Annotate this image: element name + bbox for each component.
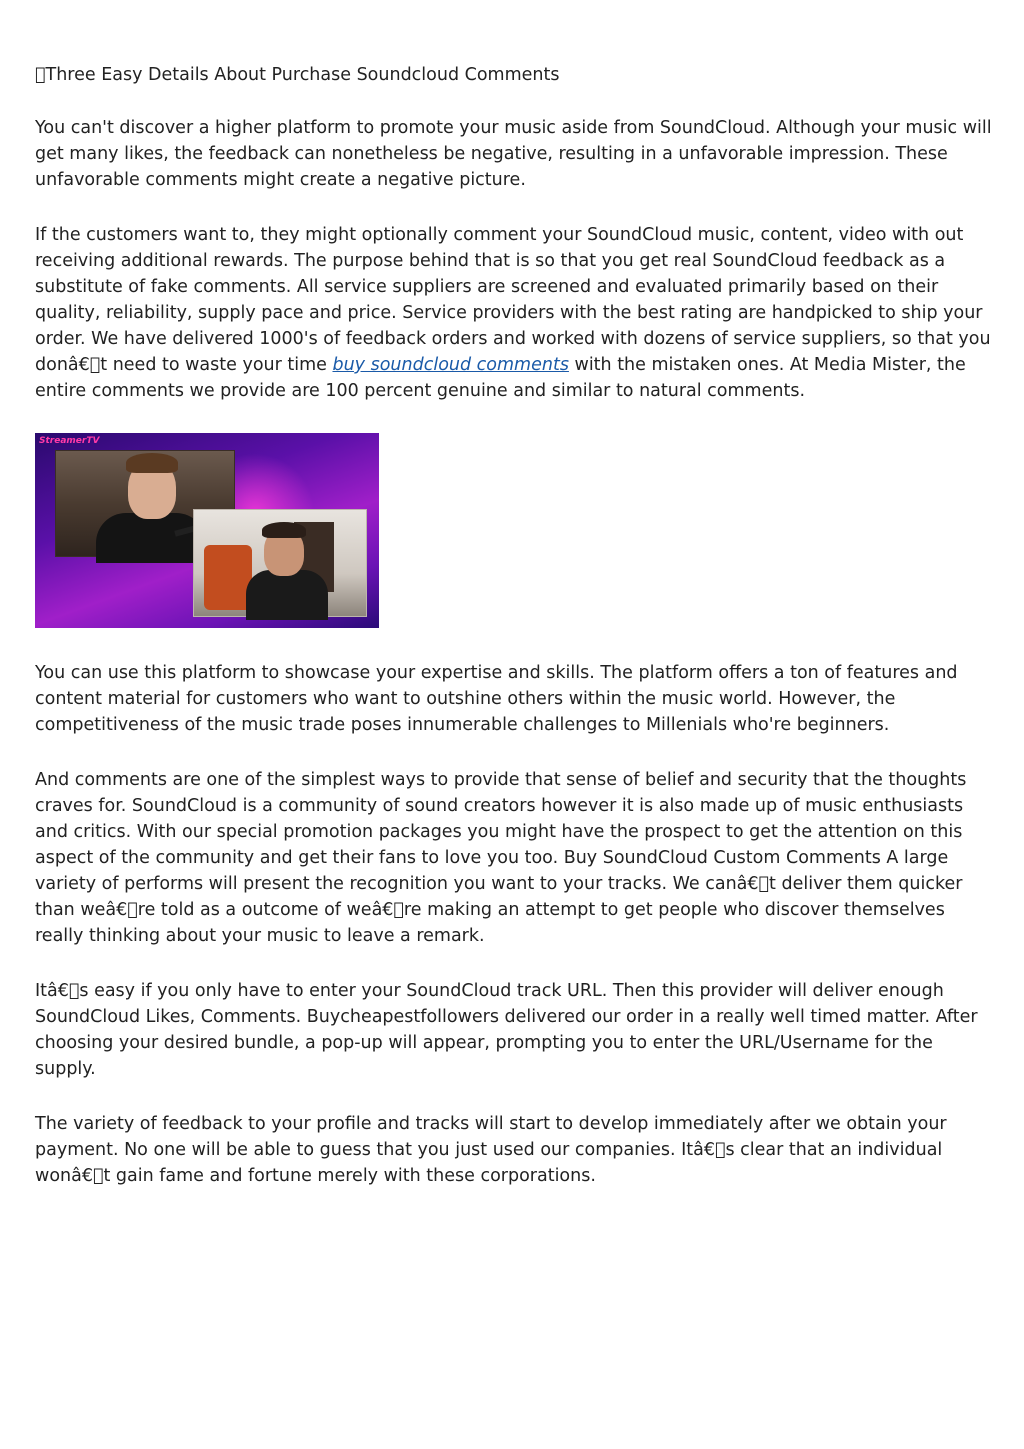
person-left-hair — [126, 453, 178, 473]
webcam-right — [193, 509, 367, 617]
paragraph-2-after: with the mistaken ones. At Media Mister, the entire comments we provide are 100 percent genuine and similar to natural comments. — [35, 355, 966, 401]
paragraph-1: You can't discover a higher platform to promote your music aside from SoundCloud. Although your music will get many likes, the feedback can nonetheless be negative, resulting in a unfavorable impression. These unfavorable comments might create a negative picture. — [35, 118, 992, 190]
paragraph-6: The variety of feedback to your profile and tracks will start to develop immediately after we obtain your payment. No one will be able to guess that you just used our companies. Itâ€ s clear that an individual wonâ€ t gain fame and fortune merely with these corporations. — [35, 1114, 947, 1186]
person-right-hair — [262, 522, 306, 538]
image-logo: StreamerTV — [39, 436, 100, 446]
paragraph-5: Itâ€ s easy if you only have to enter your SoundCloud track URL. Then this provider will deliver enough SoundCloud Likes, Comments. Buycheapestfollowers delivered our order in a really well timed matter. After choosing your desired bundle, a pop-up will appear, prompting you to enter the URL/Username for the supply. — [35, 981, 978, 1079]
buy-soundcloud-comments-link[interactable]: buy soundcloud comments — [332, 355, 569, 375]
gaming-chair — [204, 545, 252, 610]
paragraph-2-before: If the customers want to, they might optionally comment your SoundCloud music, content, video with out receiving additional rewards. The purpose behind that is so that you get real SoundCloud feedback as a substitute of fake comments. All service suppliers are screened and evaluated primarily based on their quality, reliability, supply pace and price. Service providers with the best rating are handpicked to ship your order. We have delivered 1000's of feedback orders and worked with dozens of service suppliers, so that you donâ€ t need to waste your time — [35, 225, 991, 375]
person-right-body — [246, 570, 328, 620]
paragraph-2 — [35, 222, 995, 404]
paragraph-3: You can use this platform to showcase your expertise and skills. The platform offers a ton of features and content material for customers who want to outshine others within the music world. However, the competitiveness of the music trade poses innumerable challenges to Millenials who're beginners. — [35, 663, 958, 735]
document-page — [35, 62, 995, 1218]
paragraph-4: And comments are one of the simplest ways to provide that sense of belief and security that the thoughts craves for. SoundCloud is a community of sound creators however it is also made up of music enthusiasts and critics. With our special promotion packages you might have the prospect to get the attention on this aspect of the community and get their fans to love you too. Buy SoundCloud Custom Comments A large variety of performs will present the recognition you want to your tracks. We canâ€ t deliver them quicker than weâ€ re told as a outcome of weâ€ re making an attempt to get people who discover themselves really thinking about your music to leave a remark. — [35, 770, 967, 946]
person-left-body — [96, 513, 206, 563]
stream-screenshot-image — [35, 433, 379, 628]
document-title:  Three Easy Details About Purchase Soundcloud Comments — [35, 65, 560, 85]
